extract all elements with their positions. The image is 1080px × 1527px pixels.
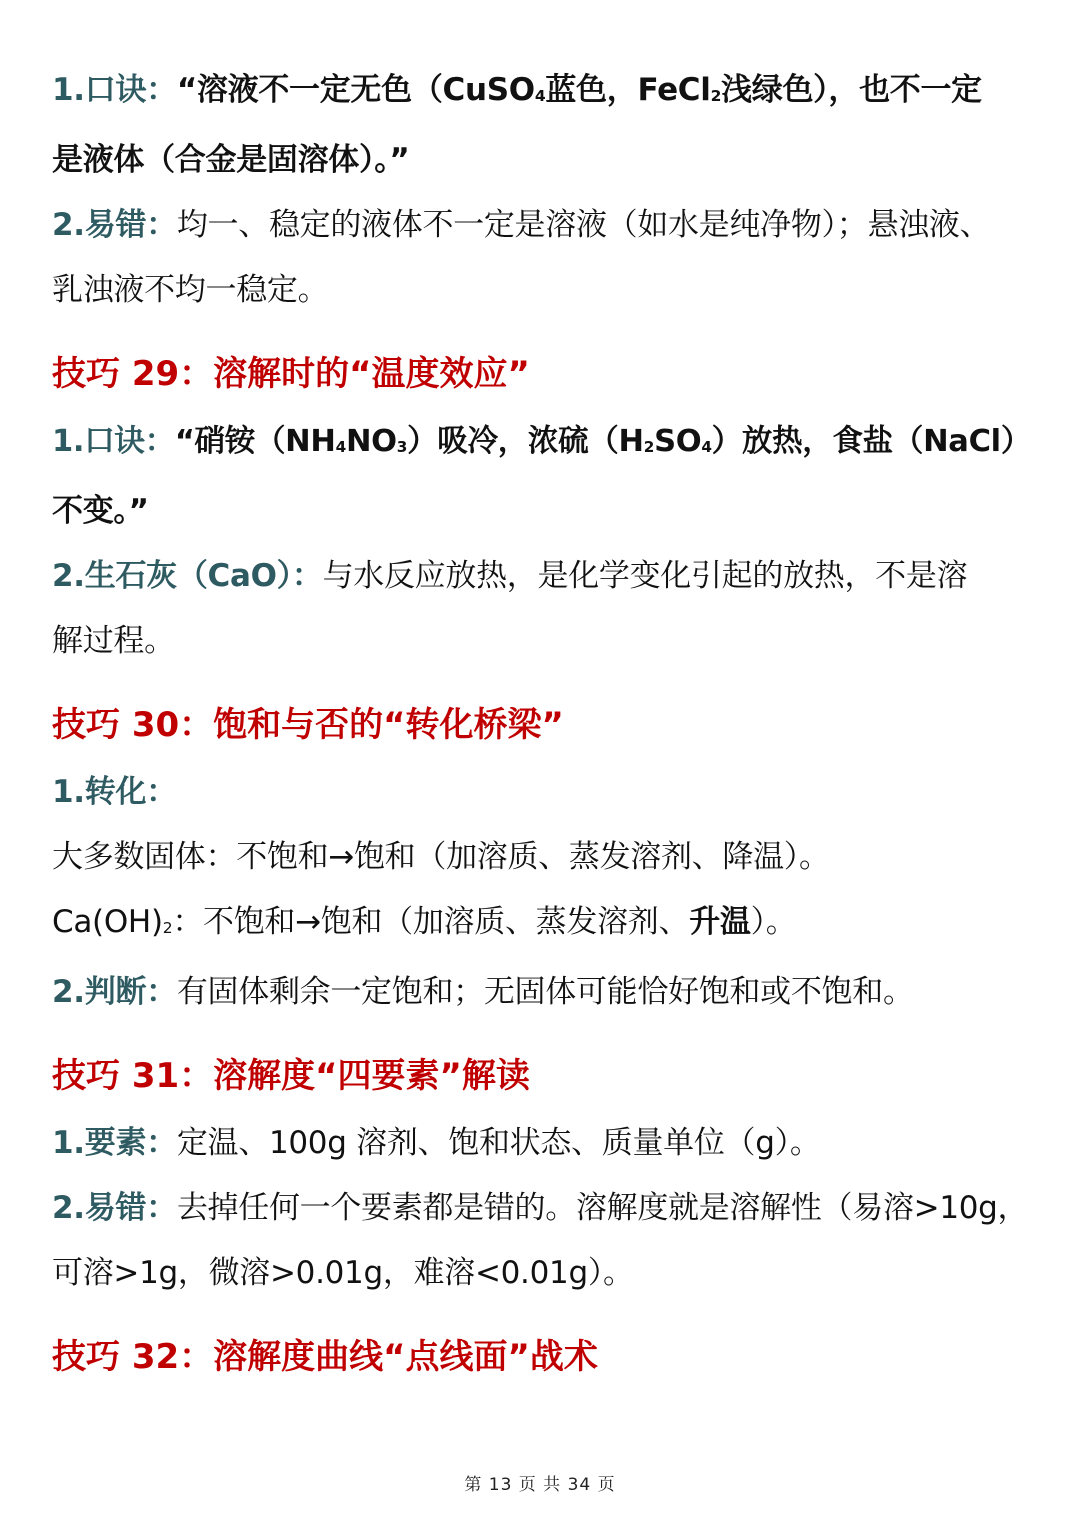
item-label: 2.易错： — [52, 1190, 177, 1226]
subscript: 4 — [335, 437, 346, 456]
item-label: 1.口诀： — [52, 424, 175, 459]
item-label: 1.要素： — [52, 1125, 177, 1161]
item-text: “溶液不一定无色（CuSO — [176, 72, 535, 108]
subscript: 4 — [534, 86, 546, 105]
s31-item1-line — [52, 1111, 1032, 1176]
item-text: ：不饱和→饱和（加溶质、蒸发溶剂、 — [172, 904, 690, 940]
item-label: 1.转化： — [52, 774, 177, 810]
item-text: 浅绿色），也不一定 — [721, 72, 982, 108]
s29-item2-line1 — [52, 544, 1032, 609]
subscript: 2 — [643, 437, 655, 456]
item-text: Ca(OH) — [52, 904, 163, 940]
item-label: 1.口诀： — [52, 72, 177, 108]
s30-line-b — [52, 890, 1032, 960]
s31-item2-line1 — [52, 1176, 1032, 1241]
s29-item1-line2: 不变。” — [52, 493, 149, 529]
s28-item2-line1 — [52, 193, 1032, 258]
item-text: 定温、100g 溶剂、饱和状态、质量单位（g）。 — [176, 1125, 821, 1161]
section-heading-29: 技巧 29：溶解时的“温度效应” — [52, 354, 530, 394]
section-heading-30: 技巧 30：饱和与否的“转化桥梁” — [52, 705, 564, 745]
item-text: ）放热，食盐（NaCl） — [711, 424, 1032, 459]
s28-item2-line2: 乳浊液不均一稳定。 — [52, 272, 329, 308]
item-text: 均一、稳定的液体不一定是溶液（如水是纯净物）；悬浊液、 — [176, 207, 991, 243]
item-text: NO — [345, 424, 397, 459]
subscript: 4 — [701, 437, 712, 456]
s29-item2-line2: 解过程。 — [52, 623, 175, 659]
page-footer: 第 13 页 共 34 页 — [464, 1475, 616, 1495]
item-text: ）。 — [750, 904, 797, 940]
s30-line-a: 大多数固体：不饱和→饱和（加溶质、蒸发溶剂、降温）。 — [52, 839, 830, 875]
section-heading-31: 技巧 31：溶解度“四要素”解读 — [52, 1056, 530, 1096]
item-text: “硝铵（NH — [174, 424, 336, 459]
item-text: 蓝色，FeCl — [545, 72, 711, 108]
s28-item1-line1 — [52, 58, 1032, 128]
subscript: 2 — [710, 86, 722, 105]
item-text: 去掉任何一个要素都是错的。溶解度就是溶解性（易溶>10g， — [176, 1190, 1029, 1226]
s31-item2-line2: 可溶>1g，微溶>0.01g，难溶<0.01g）。 — [52, 1255, 634, 1291]
item-text: SO — [654, 424, 702, 459]
subscript: 2 — [162, 918, 173, 937]
item-label: 2.易错： — [52, 207, 177, 243]
item-text: 与水反应放热，是化学变化引起的放热，不是溶 — [322, 558, 968, 594]
s29-item1-line1 — [52, 409, 1032, 479]
section-heading-32: 技巧 32：溶解度曲线“点线面”战术 — [52, 1337, 598, 1377]
item-label: 2.生石灰（CaO）： — [52, 558, 323, 594]
item-text: 有固体剩余一定饱和；无固体可能恰好饱和或不饱和。 — [176, 974, 914, 1010]
document-page — [52, 58, 1032, 1392]
s30-item2-line — [52, 960, 1032, 1025]
emphasis-text: 升温 — [689, 904, 751, 940]
s28-item1-line2: 是液体（合金是固溶体）。” — [52, 142, 410, 178]
subscript: 3 — [396, 437, 408, 456]
item-text: ）吸冷，浓硫（H — [407, 424, 644, 459]
item-label: 2.判断： — [52, 974, 177, 1010]
s30-item1-label-line — [52, 760, 1032, 825]
